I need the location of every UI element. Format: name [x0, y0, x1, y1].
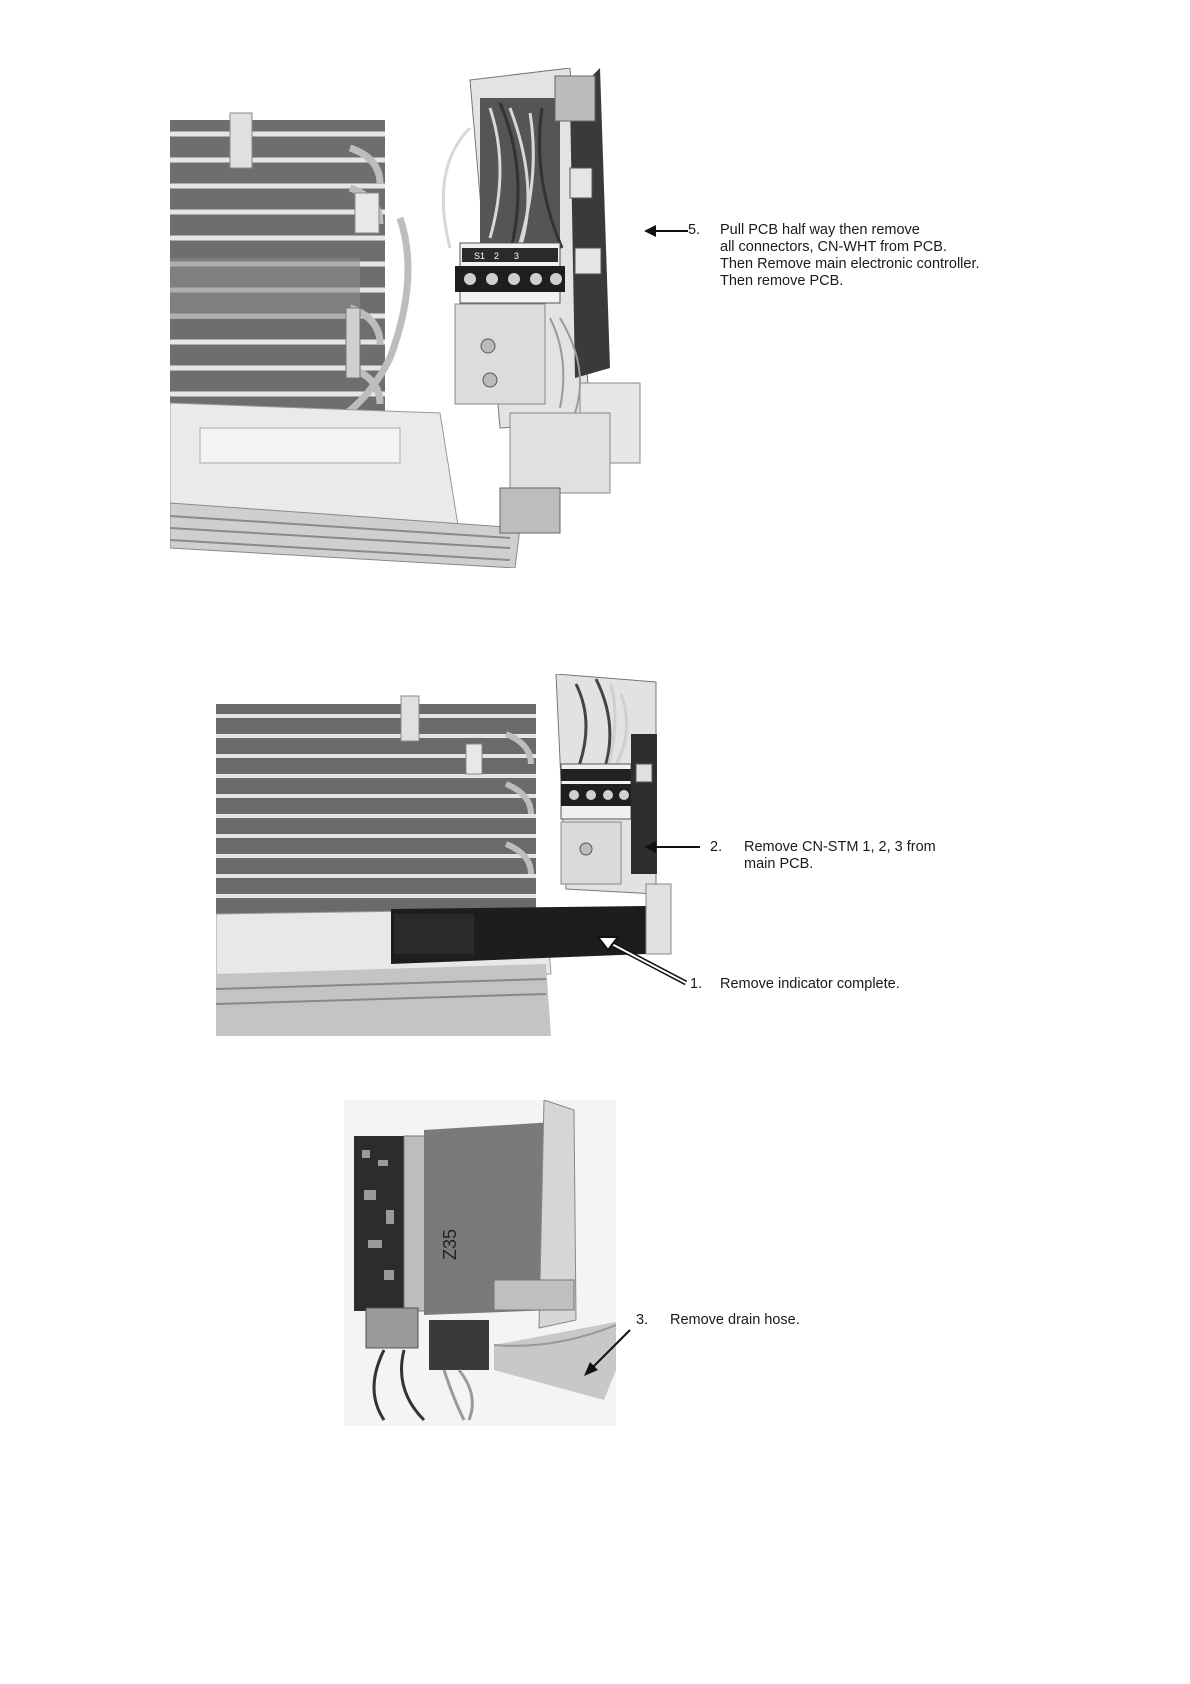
step3-annotation: [636, 1312, 836, 1332]
step1-number: 1.: [690, 976, 703, 992]
step2-number: 2.: [710, 839, 723, 855]
step3-line-1: Remove drain hose.: [670, 1312, 800, 1328]
step3-number: 3.: [636, 1312, 649, 1328]
step1-line-1: Remove indicator complete.: [720, 976, 900, 992]
step5-line-4: Then remove PCB.: [720, 273, 844, 289]
step2-line-2: main PCB.: [744, 856, 814, 872]
step2-line-1: Remove CN-STM 1, 2, 3 from: [744, 839, 936, 855]
step5-line-3: Then Remove main electronic controller.: [720, 256, 980, 272]
terminal-label-s1: S1: [474, 251, 486, 261]
terminal-label-3: 3: [514, 251, 520, 261]
step5-line-1: Pull PCB half way then remove: [720, 222, 920, 238]
marking-z35: Z35: [440, 1228, 460, 1260]
step5-number: 5.: [688, 222, 701, 238]
step5-line-2: all connectors, CN-WHT from PCB.: [720, 239, 947, 255]
terminal-label-2: 2: [494, 251, 500, 261]
